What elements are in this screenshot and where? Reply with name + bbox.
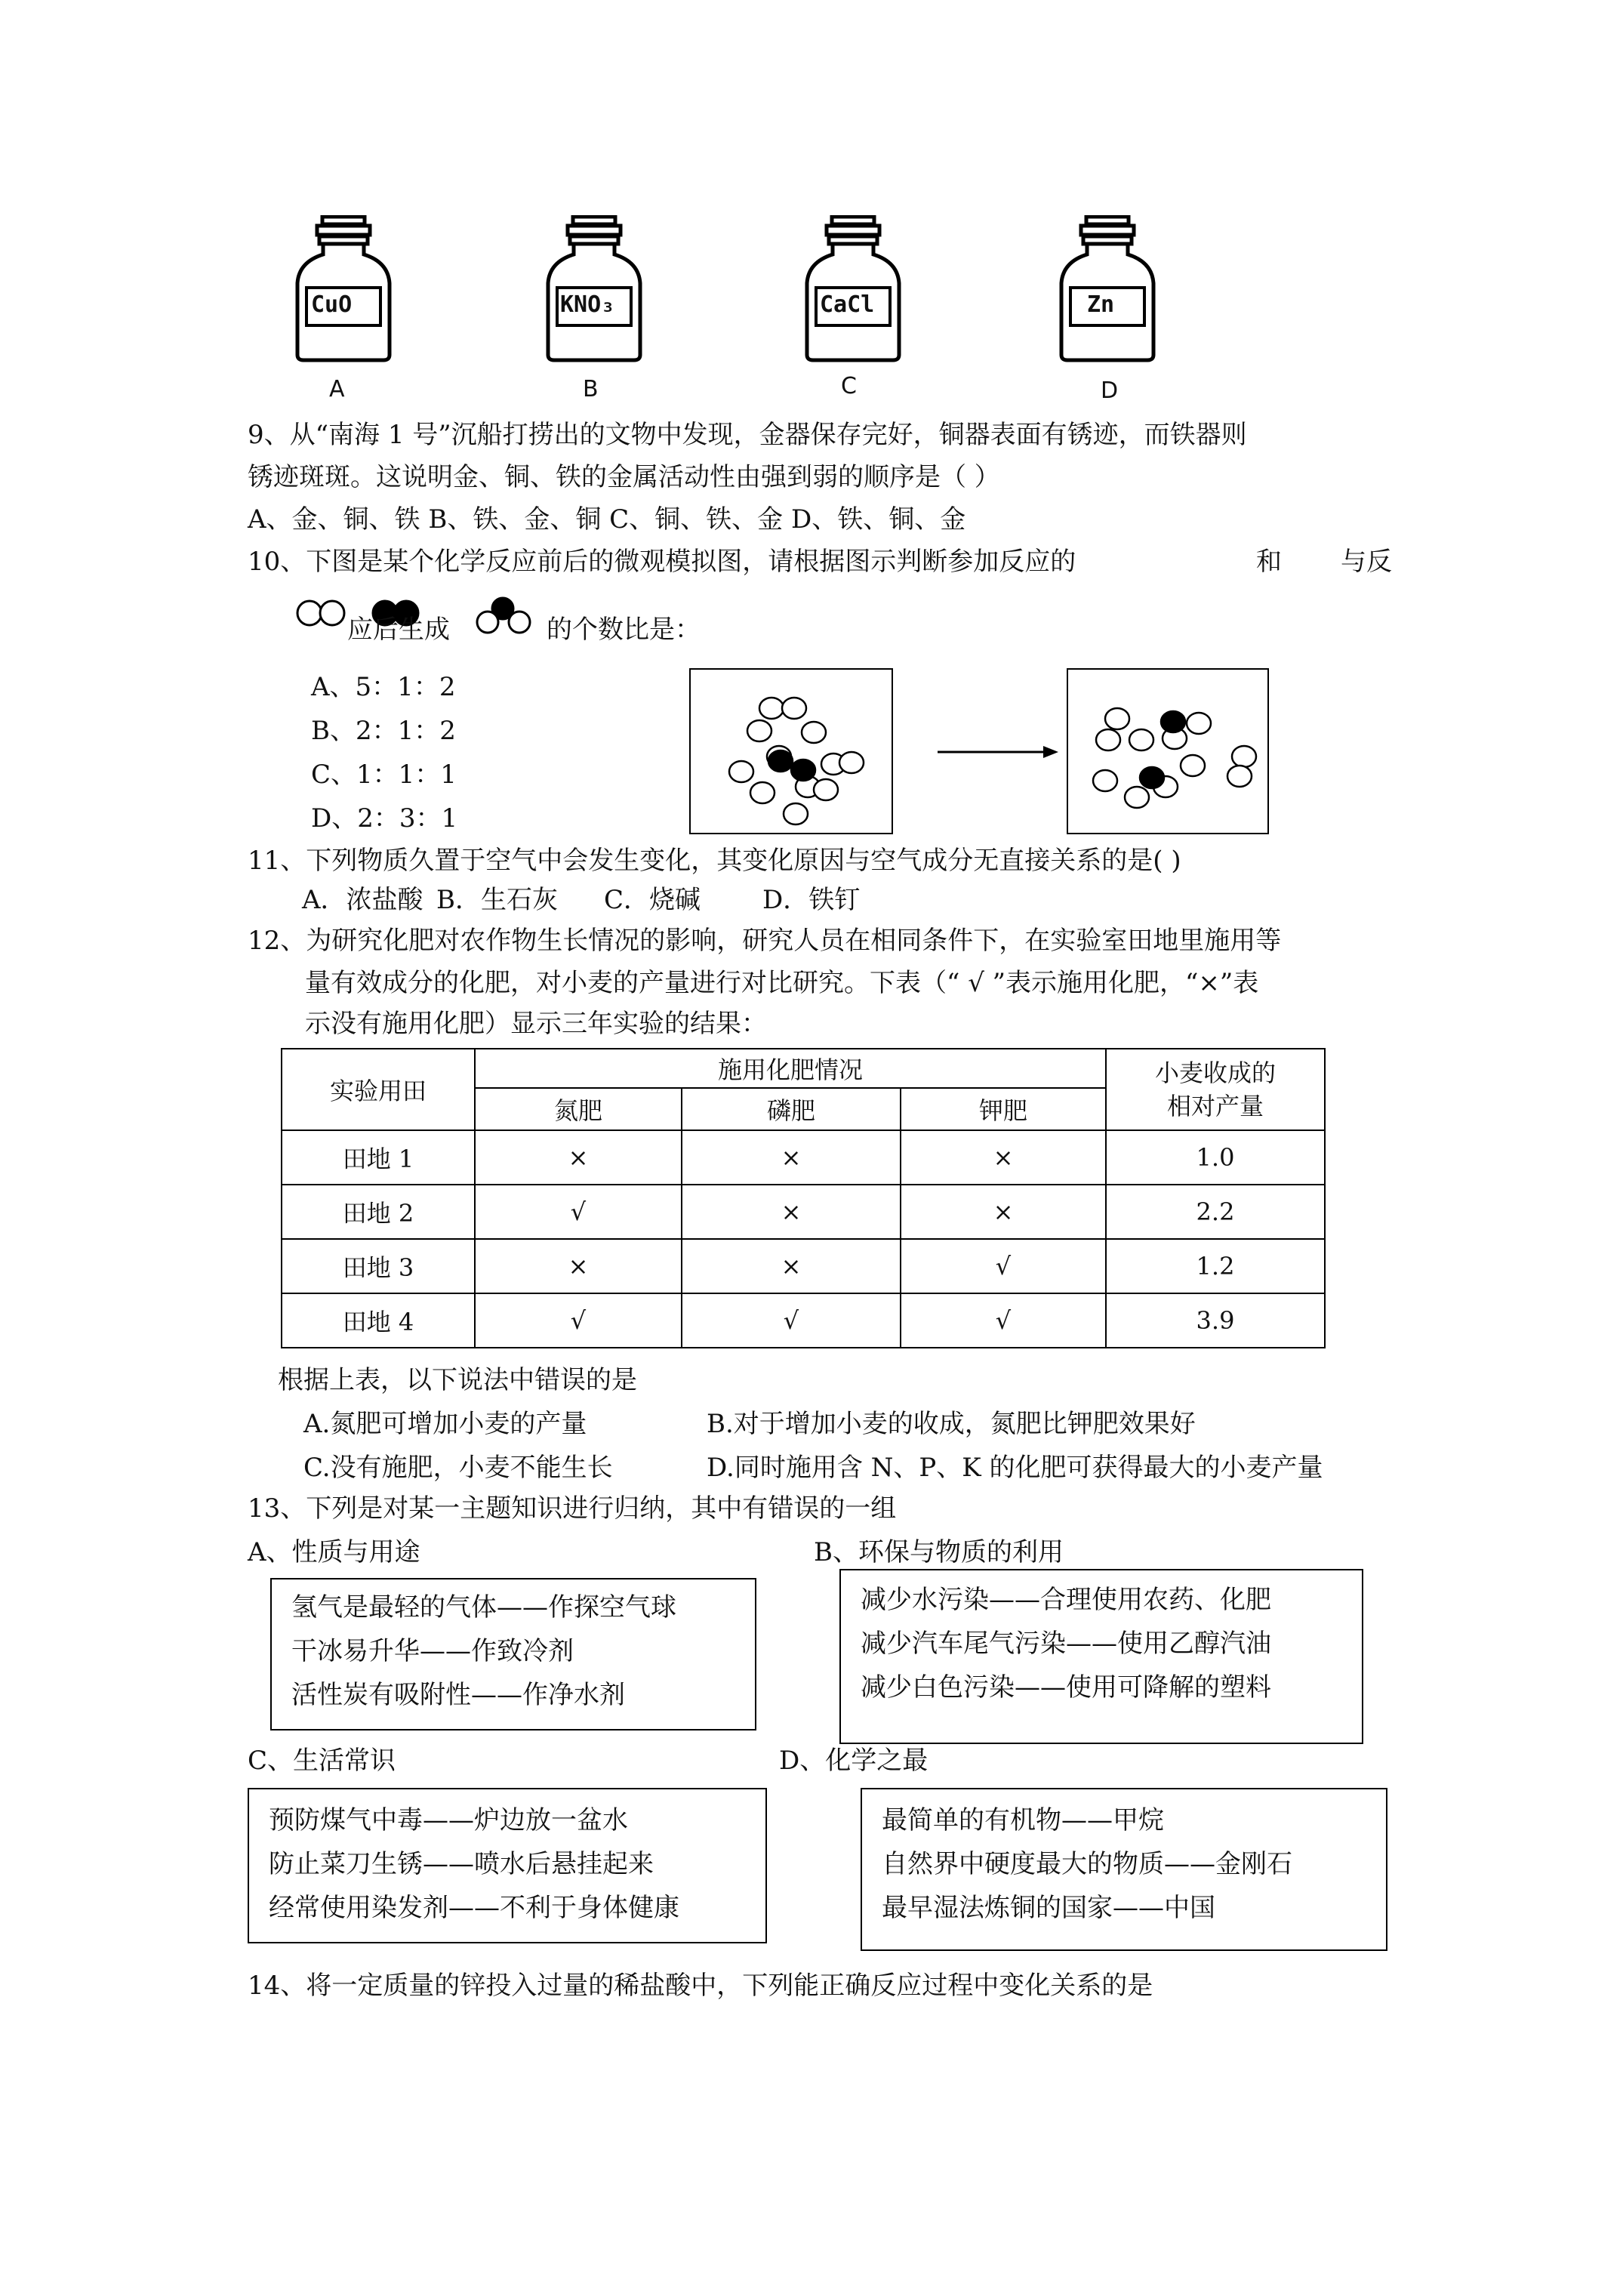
table-header-potassium: 钾肥 — [901, 1088, 1106, 1130]
q13-line1: 13、下列是对某一主题知识进行归纳，其中有错误的一组 — [248, 1493, 897, 1524]
table-cell-field: 田地 4 — [282, 1293, 475, 1348]
table-cell-yield: 1.0 — [1106, 1130, 1325, 1185]
table-row — [282, 1239, 1325, 1293]
q13-group-a-item: 活性炭有吸附性——作净水剂 — [291, 1680, 625, 1710]
q13-group-b-item: 减少水污染——合理使用农药、化肥 — [861, 1585, 1271, 1615]
q11-option-d: D．铁钉 — [762, 885, 861, 915]
products-box — [1067, 669, 1268, 834]
bottle-letter-c: C — [841, 373, 857, 399]
table-cell-nitrogen: √ — [475, 1293, 682, 1348]
q10-line1b: 和 — [1256, 547, 1282, 577]
reaction-arrow — [938, 746, 1058, 758]
bottle-label-c: CaCl — [820, 291, 875, 318]
q10-line2a: 应后生成 — [347, 615, 450, 645]
q9-options: A、金、铜、铁 B、铁、金、铜 C、铜、铁、金 D、铁、铜、金 — [248, 504, 966, 535]
q11-option-a: A．浓盐酸 — [302, 885, 423, 915]
table-header-fertilizer: 施用化肥情况 — [475, 1049, 1106, 1088]
q13-group-b-item: 减少汽车尾气污染——使用乙醇汽油 — [861, 1629, 1271, 1659]
molecule-white-pair-icon — [296, 598, 350, 628]
q13-group-a-box — [270, 1578, 756, 1730]
q13-group-d-item: 自然界中硬度最大的物质——金刚石 — [882, 1849, 1292, 1879]
q10-option-d: D、2：3：1 — [311, 803, 458, 834]
q9-line2: 锈迹斑斑。这说明金、铜、铁的金属活动性由强到弱的顺序是（ ） — [248, 462, 1000, 492]
q13-group-b-item: 减少白色污染——使用可降解的塑料 — [861, 1672, 1271, 1703]
q13-group-d-item: 最简单的有机物——甲烷 — [882, 1805, 1164, 1835]
q12-line3: 示没有施用化肥）显示三年实验的结果： — [305, 1009, 767, 1039]
q12-line2: 量有效成分的化肥，对小麦的产量进行对比研究。下表（“ √ ”表示施用化肥，“×”表 — [305, 968, 1259, 998]
table-cell-phosphorus: × — [682, 1239, 901, 1293]
q9-line1: 9、从“南海 1 号”沉船打捞出的文物中发现，金器保存完好，铜器表面有锈迹，而铁器则 — [248, 420, 1247, 450]
table-row — [282, 1293, 1325, 1348]
q12-option-a: A.氮肥可增加小麦的产量 — [303, 1409, 587, 1439]
table-cell-nitrogen: √ — [475, 1185, 682, 1239]
reagent-bottle-c — [804, 215, 902, 362]
q13-group-d-box — [861, 1788, 1387, 1951]
table-header-nitrogen: 氮肥 — [475, 1088, 682, 1130]
reagent-bottle-d — [1058, 215, 1156, 362]
q13-group-a-title: A、性质与用途 — [248, 1537, 420, 1567]
table-cell-potassium: × — [901, 1185, 1106, 1239]
bottle-letter-b: B — [583, 376, 599, 402]
table-header-phosphorus: 磷肥 — [682, 1088, 901, 1130]
table-row — [282, 1185, 1325, 1239]
q12-option-d: D.同时施用含 N、P、K 的化肥可获得最大的小麦产量 — [707, 1453, 1323, 1483]
table-cell-nitrogen: × — [475, 1130, 682, 1185]
q13-group-a-item: 干冰易升华——作致冷剂 — [291, 1636, 574, 1666]
q10-option-b: B、2：1：2 — [311, 716, 456, 746]
bottle-label-a: CuO — [311, 291, 353, 318]
q13-group-c-item: 预防煤气中毒——炉边放一盆水 — [269, 1805, 628, 1835]
q10-option-a: A、5：1：2 — [311, 672, 456, 702]
q12-after-table: 根据上表，以下说法中错误的是 — [278, 1365, 637, 1395]
bottle-label-b: KNO₃ — [560, 291, 615, 318]
table-cell-potassium: √ — [901, 1239, 1106, 1293]
q13-group-b-title: B、环保与物质的利用 — [814, 1537, 1064, 1567]
q13-group-d-title: D、化学之最 — [779, 1746, 929, 1776]
table-cell-yield: 2.2 — [1106, 1185, 1325, 1239]
q10-line1a: 10、下图是某个化学反应前后的微观模拟图，请根据图示判断参加反应的 — [248, 547, 1076, 577]
q13-group-b-box — [839, 1569, 1363, 1744]
q14-line1: 14、将一定质量的锌投入过量的稀盐酸中，下列能正确反应过程中变化关系的是 — [248, 1971, 1153, 2001]
q11-options — [302, 885, 860, 915]
table-cell-phosphorus: × — [682, 1130, 901, 1185]
q11-line1: 11、下列物质久置于空气中会发生变化，其变化原因与空气成分无直接关系的是( ) — [248, 846, 1181, 876]
reactants-box — [690, 669, 892, 834]
table-cell-yield: 1.2 — [1106, 1239, 1325, 1293]
q12-option-c: C.没有施肥，小麦不能生长 — [303, 1453, 613, 1483]
table-cell-phosphorus: × — [682, 1185, 901, 1239]
table-header-yield-line2: 相对产量 — [1166, 1092, 1264, 1120]
table-row — [282, 1130, 1325, 1185]
q12-line1: 12、为研究化肥对农作物生长情况的影响，研究人员在相同条件下，在实验室田地里施用等 — [248, 926, 1282, 956]
q10-option-c: C、1：1：1 — [311, 760, 457, 790]
table-cell-nitrogen: × — [475, 1239, 682, 1293]
table-cell-potassium: √ — [901, 1293, 1106, 1348]
q13-group-c-title: C、生活常识 — [248, 1746, 396, 1776]
fertilizer-results-table — [281, 1048, 1326, 1348]
table-cell-potassium: × — [901, 1130, 1106, 1185]
q13-group-a-item: 氢气是最轻的气体——作探空气球 — [291, 1592, 676, 1623]
q13-group-d-item: 最早湿法炼铜的国家——中国 — [882, 1893, 1215, 1923]
q11-option-c: C．烧碱 — [604, 885, 701, 915]
table-header-yield-line1: 小麦收成的 — [1154, 1059, 1276, 1087]
table-header-field: 实验用田 — [282, 1049, 475, 1130]
q13-group-c-box — [248, 1788, 767, 1943]
q12-option-b: B.对于增加小麦的收成，氮肥比钾肥效果好 — [707, 1409, 1196, 1439]
q13-group-c-item: 经常使用染发剂——不利于身体健康 — [269, 1893, 679, 1923]
bottle-label-d: Zn — [1087, 291, 1115, 318]
reagent-bottle-b — [545, 215, 643, 362]
table-cell-field: 田地 2 — [282, 1185, 475, 1239]
q10-line1c: 与反 — [1341, 547, 1392, 577]
q11-option-b: B．生石灰 — [436, 885, 558, 915]
table-cell-field: 田地 3 — [282, 1239, 475, 1293]
reagent-bottle-a — [294, 215, 393, 362]
q13-group-c-item: 防止菜刀生锈——喷水后悬挂起来 — [269, 1849, 654, 1879]
molecule-compound-icon — [474, 595, 534, 637]
table-header-yield — [1106, 1049, 1325, 1130]
table-cell-yield: 3.9 — [1106, 1293, 1325, 1348]
table-cell-phosphorus: √ — [682, 1293, 901, 1348]
bottle-letter-d: D — [1101, 378, 1119, 404]
bottle-letter-a: A — [329, 376, 345, 402]
table-cell-field: 田地 1 — [282, 1130, 475, 1185]
q10-line2b: 的个数比是： — [547, 615, 701, 645]
reaction-diagram — [688, 664, 1270, 838]
